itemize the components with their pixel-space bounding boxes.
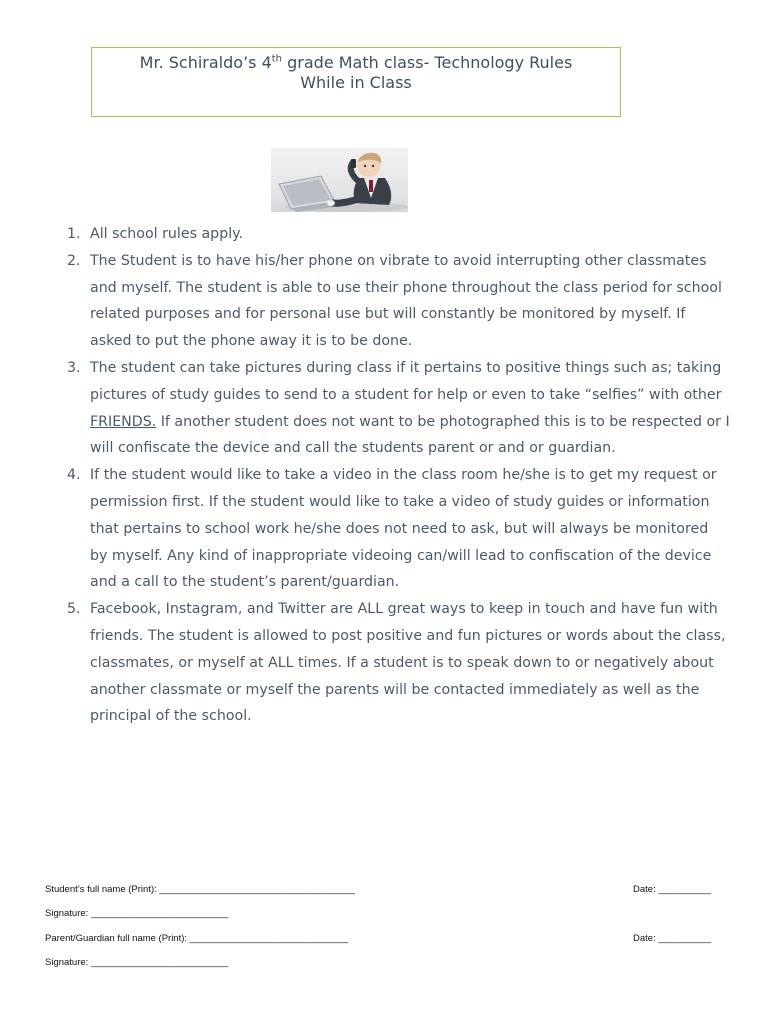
page-title-line2: While in Class bbox=[300, 73, 412, 92]
rule-item-2 bbox=[67, 248, 730, 355]
underlined-friends: FRIENDS. bbox=[90, 413, 157, 430]
rule-item-5 bbox=[67, 596, 730, 730]
rule-text: All school rules apply. bbox=[90, 226, 244, 242]
rule-item-3 bbox=[67, 355, 730, 462]
parent-signature-field[interactable]: Signature: __________________________ bbox=[45, 957, 229, 968]
student-signature-field[interactable]: Signature: __________________________ bbox=[45, 908, 229, 919]
rule-text: The Student is to have his/her phone on vibrate to avoid interrupting other classmates and myself. The student is able to use their phone throughout the class period for school related purposes and for personal use but will constantly be monitored by myself. If asked to put the phone away it is to be done. bbox=[90, 252, 722, 350]
rule-number: 2. bbox=[67, 252, 81, 269]
rule-number: 4. bbox=[67, 467, 81, 484]
title-box bbox=[91, 47, 621, 117]
parent-name-field[interactable]: Parent/Guardian full name (Print): ______________________________ bbox=[45, 933, 349, 944]
student-date-field[interactable]: Date: __________ bbox=[633, 884, 712, 895]
rule-number: 3. bbox=[67, 359, 81, 376]
rule-number: 5. bbox=[67, 601, 81, 618]
baby-laptop-photo bbox=[271, 148, 408, 212]
rule-text: Facebook, Instagram, and Twitter are ALL great ways to keep in touch and have fun with friends. The student is allowed to post positive and fun pictures or words about the class, classmates, or myself at ALL times. If a student is to speak down to or negatively about another classmate or myself the parents will be contacted immediately as well as the principal of the school. bbox=[90, 601, 726, 725]
ordinal-superscript: th bbox=[271, 53, 283, 65]
rule-item-4 bbox=[67, 462, 730, 596]
page-title-line1: Mr. Schiraldo’s 4th grade Math class- Technology Rules bbox=[139, 53, 573, 72]
baby-laptop-illustration bbox=[271, 148, 408, 212]
student-name-field[interactable]: Student’s full name (Print): _____________________________________ bbox=[45, 884, 355, 895]
rule-text: The student can take pictures during class if it pertains to positive things such as; taking pictures of study guides to send to a student for help or even to take “selfies” with other FRIENDS. If another student does not want to be photographed this is to be respected or I will confiscate the device and call the students parent or and or guardian. bbox=[90, 359, 730, 457]
rules-list bbox=[67, 221, 730, 730]
rule-item-1 bbox=[67, 221, 730, 248]
rule-number: 1. bbox=[67, 226, 81, 242]
parent-date-field[interactable]: Date: __________ bbox=[633, 933, 712, 944]
rule-text: If the student would like to take a video in the class room he/she is to get my request or permission first. If the student would like to take a video of study guides or information that pertains to school work he/she does not need to ask, but will always be monitored by myself. Any kind of inappropriate videoing can/will lead to confiscation of the device and a call to the student’s parent/guardian. bbox=[90, 467, 717, 591]
